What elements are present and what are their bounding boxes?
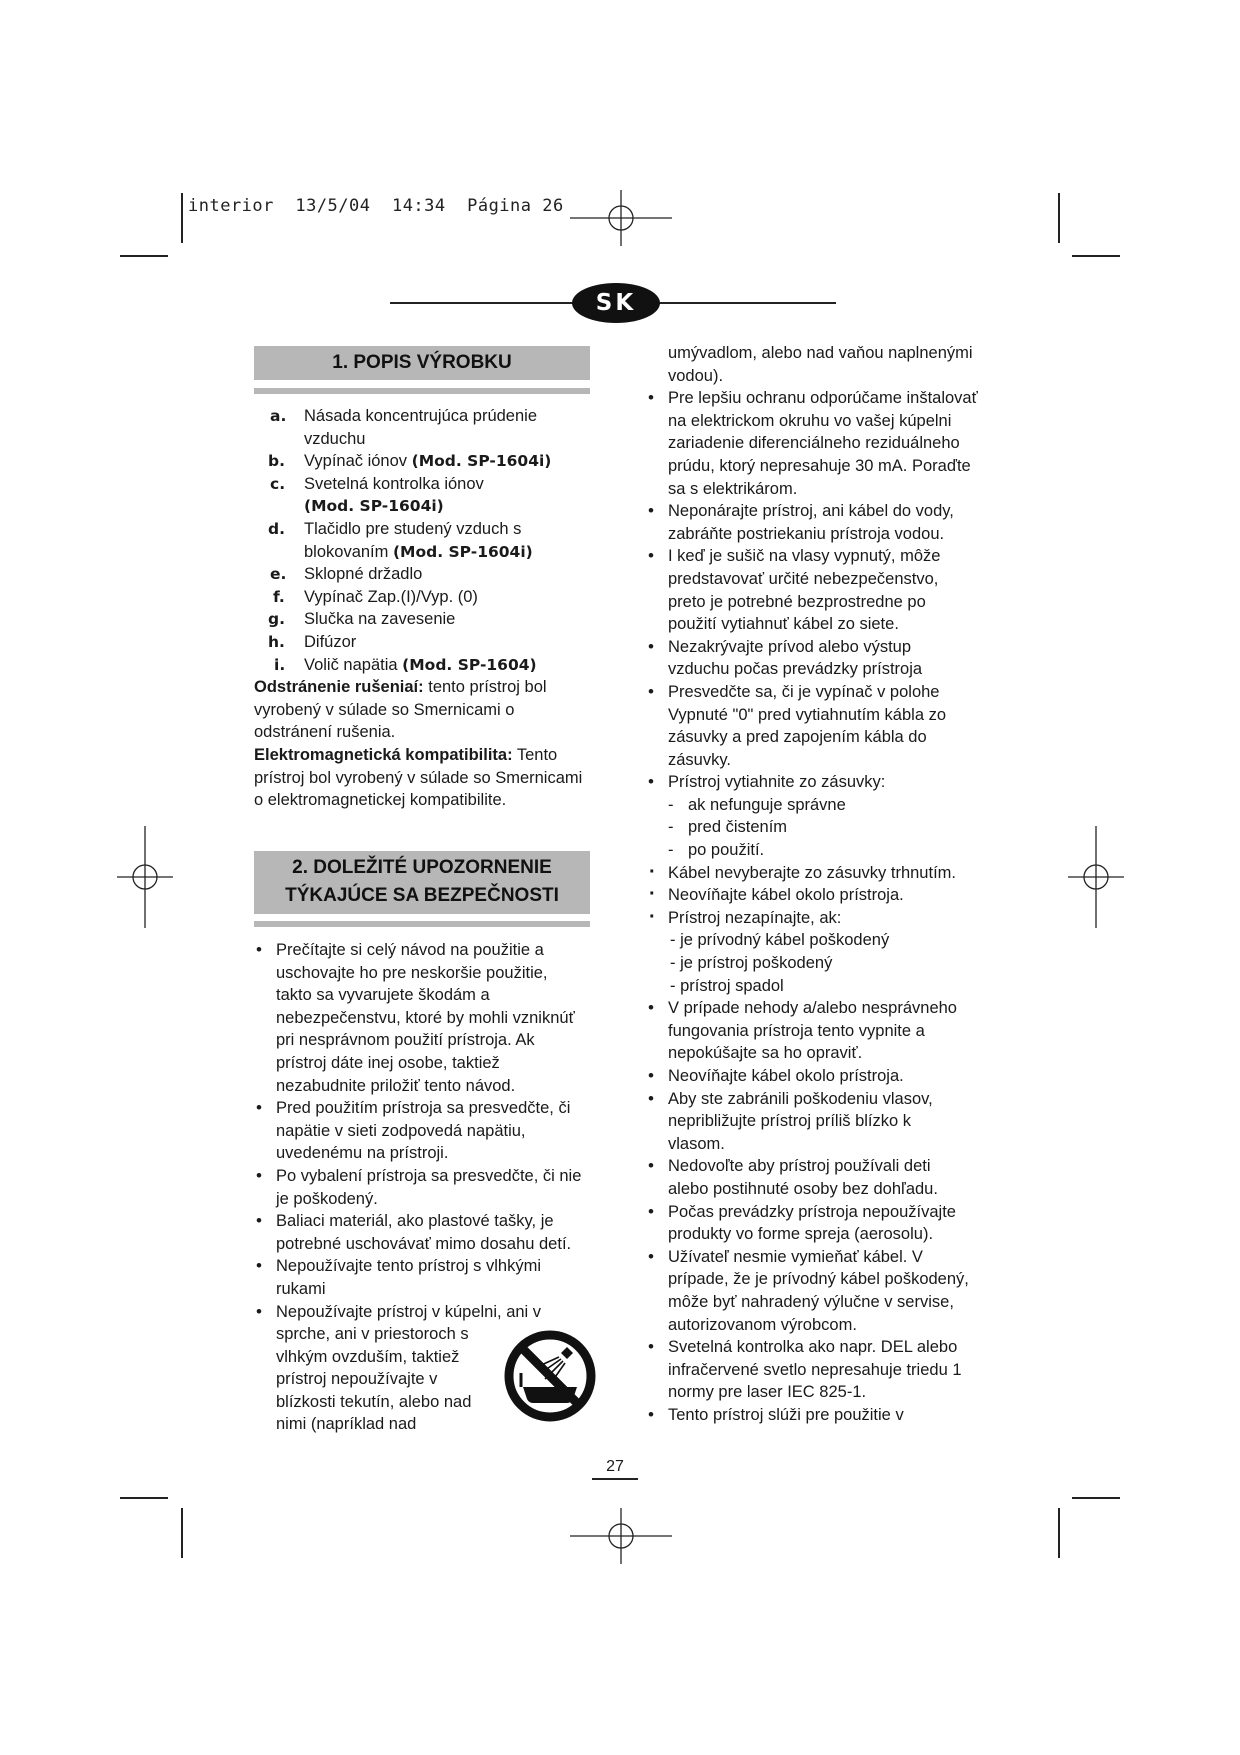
language-rule-right: [656, 302, 836, 304]
list-item: - je prístroj poškodený: [670, 954, 833, 973]
crop-mark-top-left-v: [181, 193, 183, 243]
list-item: • Tento prístroj slúži pre použitie v: [646, 1404, 986, 1427]
registration-mark-left-icon: [117, 826, 173, 928]
product-parts-list: [254, 405, 594, 812]
list-item: • Neovíňajte kábel okolo prístroja.: [646, 1065, 986, 1088]
continuation-text: umývadlom, alebo nad vaňou naplnenými vodou).: [668, 344, 973, 385]
crop-mark-bottom-left-v: [181, 1508, 183, 1558]
no-bathroom-use-icon: [503, 1329, 597, 1423]
emc-paragraph: Elektromagnetická kompatibilita: Tento prístroj bol vyrobený v súlade so Smernicami o elektromagnetickej kompatibilite.: [254, 745, 583, 810]
list-item: • Prístroj vytiahnite zo zásuvky:: [646, 771, 986, 794]
language-rule-left: [390, 302, 576, 304]
section1-title-text: 1. POPIS VÝROBKU: [332, 352, 512, 373]
section2-title: [254, 851, 590, 914]
list-item: • Po vybalení prístroja sa presvedčte, či nie je poškodený.: [254, 1165, 586, 1210]
list-item: • Počas prevádzky prístroja nepoužívajte produkty vo forme spreja (aerosolu).: [646, 1201, 958, 1246]
section1-rule: [254, 388, 590, 394]
list-item: • Nezakrývajte prívod alebo výstup vzduchu počas prevádzky prístroja: [646, 636, 958, 681]
list-item: a. Násada koncentrujúca prúdenie vzduchu: [270, 407, 537, 448]
section2-title-line2: TÝKAJÚCE SA BEZPEČNOSTI: [285, 885, 559, 906]
list-item: - po použití.: [646, 839, 986, 862]
crop-mark-top-right-v: [1058, 193, 1060, 243]
list-item: i. Volič napätia (Mod. SP-1604): [274, 655, 537, 674]
list-item: • Baliaci materiál, ako plastové tašky, je potrebné uschovávať mimo dosahu detí.: [254, 1210, 594, 1255]
list-item: • Pre lepšiu ochranu odporúčame inštalovať na elektrickom okruhu vo vašej kúpelni zariadenie diferenciálneho reziduálneho prúdu, ktorý nepresahuje 30 mA. Poraďte sa s elektrikárom.: [646, 387, 986, 500]
list-item: g. Slučka na zavesenie: [268, 610, 456, 629]
crop-mark-bottom-right-v: [1058, 1508, 1060, 1558]
list-item: c. Svetelná kontrolka iónov (Mod. SP-1604i): [270, 474, 484, 516]
list-item: - prístroj spadol: [670, 976, 784, 995]
registration-mark-top-icon: [570, 190, 672, 246]
list-item: • Aby ste zabránili poškodeniu vlasov, nepribližujte prístroj príliš blízko k vlasom.: [646, 1088, 968, 1156]
list-item: • Svetelná kontrolka ako napr. DEL alebo infračervené svetlo nepresahuje triedu 1 normy pre laser IEC 825-1.: [646, 1336, 986, 1404]
crop-mark-bottom-left-h: [120, 1497, 168, 1499]
list-item: h. Difúzor: [268, 632, 357, 651]
list-item: • I keď je sušič na vlasy vypnutý, môže predstavovať určité nebezpečenstvo, preto je potrebné bezprostredne po použití vytiahnuť kábel zo siete.: [646, 545, 968, 635]
list-item: • Presvedčte sa, či je vypínač v polohe Vypnuté "0" pred vytiahnutím kábla zo zásuvky a pred zapojením kábla do zásuvky.: [646, 681, 968, 771]
list-item: • Pred použitím prístroja sa presvedčte, či napätie v sieti zodpovedá napätiu, uvedenému na prístroji.: [254, 1097, 586, 1165]
registration-mark-bottom-icon: [570, 1508, 672, 1564]
list-item: • Neponárajte prístroj, ani kábel do vody, zabráňte postriekaniu prístroja vodou.: [646, 500, 986, 545]
list-item: - je prívodný kábel poškodený: [670, 931, 890, 950]
safety-list-right: [646, 342, 986, 1427]
list-item: • Prečítajte si celý návod na použitie a uschovajte ho pre neskoršie použitie, takto sa vyvarujete škodám a nebezpečenstvu, ktoré by mohli vzniknúť pri nesprávnom použití prístroja. Ak prístroj dáte inej osobe, taktiež nezabudnite priložiť tento návod.: [254, 939, 586, 1097]
section1-title: [254, 346, 590, 380]
list-item: b. Vypínač iónov (Mod. SP-1604i): [268, 452, 552, 471]
section2-title-line1: 2. DOLEŽITÉ UPOZORNENIE: [292, 857, 552, 878]
list-item: e. Sklopné držadlo: [270, 565, 423, 584]
page-number: 27: [592, 1457, 638, 1480]
list-item: - ak nefunguje správne: [646, 794, 986, 817]
list-item: • V prípade nehody a/alebo nesprávneho fungovania prístroja tento vypnite a nepokúšajte sa ho opraviť.: [646, 997, 968, 1065]
list-item: • Nepoužívajte tento prístroj s vlhkými rukami: [254, 1255, 576, 1300]
list-item: d. Tlačidlo pre studený vzduch s blokovaním (Mod. SP-1604i): [268, 519, 533, 561]
list-item: · Kábel nevyberajte zo zásuvky trhnutím.: [646, 862, 986, 885]
list-item: • Nedovoľte aby prístroj používali deti alebo postihnuté osoby bez dohľadu.: [646, 1155, 968, 1200]
crop-mark-bottom-right-h: [1072, 1497, 1120, 1499]
list-item: • Užívateľ nesmie vymieňať kábel. V prípade, že je prívodný kábel poškodený, môže byť nahradený výlučne v servise, autorizovanom výrobcom.: [646, 1246, 986, 1336]
list-item: f. Vypínač Zap.(I)/Vyp. (0): [273, 587, 478, 606]
crop-mark-top-left-h: [120, 255, 168, 257]
language-badge: SK: [572, 283, 660, 323]
registration-mark-right-icon: [1068, 826, 1124, 928]
list-item: • Nepoužívajte prístroj v kúpelni, ani v sprche, ani v priestoroch s vlhkým ovzduším, taktiež prístroj nepoužívajte v blízkosti tekutín, alebo nad nimi (napríklad nad: [254, 1301, 594, 1437]
list-item: · Neovíňajte kábel okolo prístroja.: [646, 884, 986, 907]
section2-rule: [254, 921, 590, 927]
interference-paragraph: Odstránenie rušeniaí: tento prístroj bol vyrobený v súlade so Smernicami o odstránení rušenia.: [254, 678, 547, 742]
crop-mark-top-right-h: [1072, 255, 1120, 257]
list-item: · Prístroj nezapínajte, ak:: [646, 907, 986, 930]
list-item: - pred čistením: [646, 816, 986, 839]
print-slug: interior 13/5/04 14:34 Página 26: [188, 196, 564, 216]
